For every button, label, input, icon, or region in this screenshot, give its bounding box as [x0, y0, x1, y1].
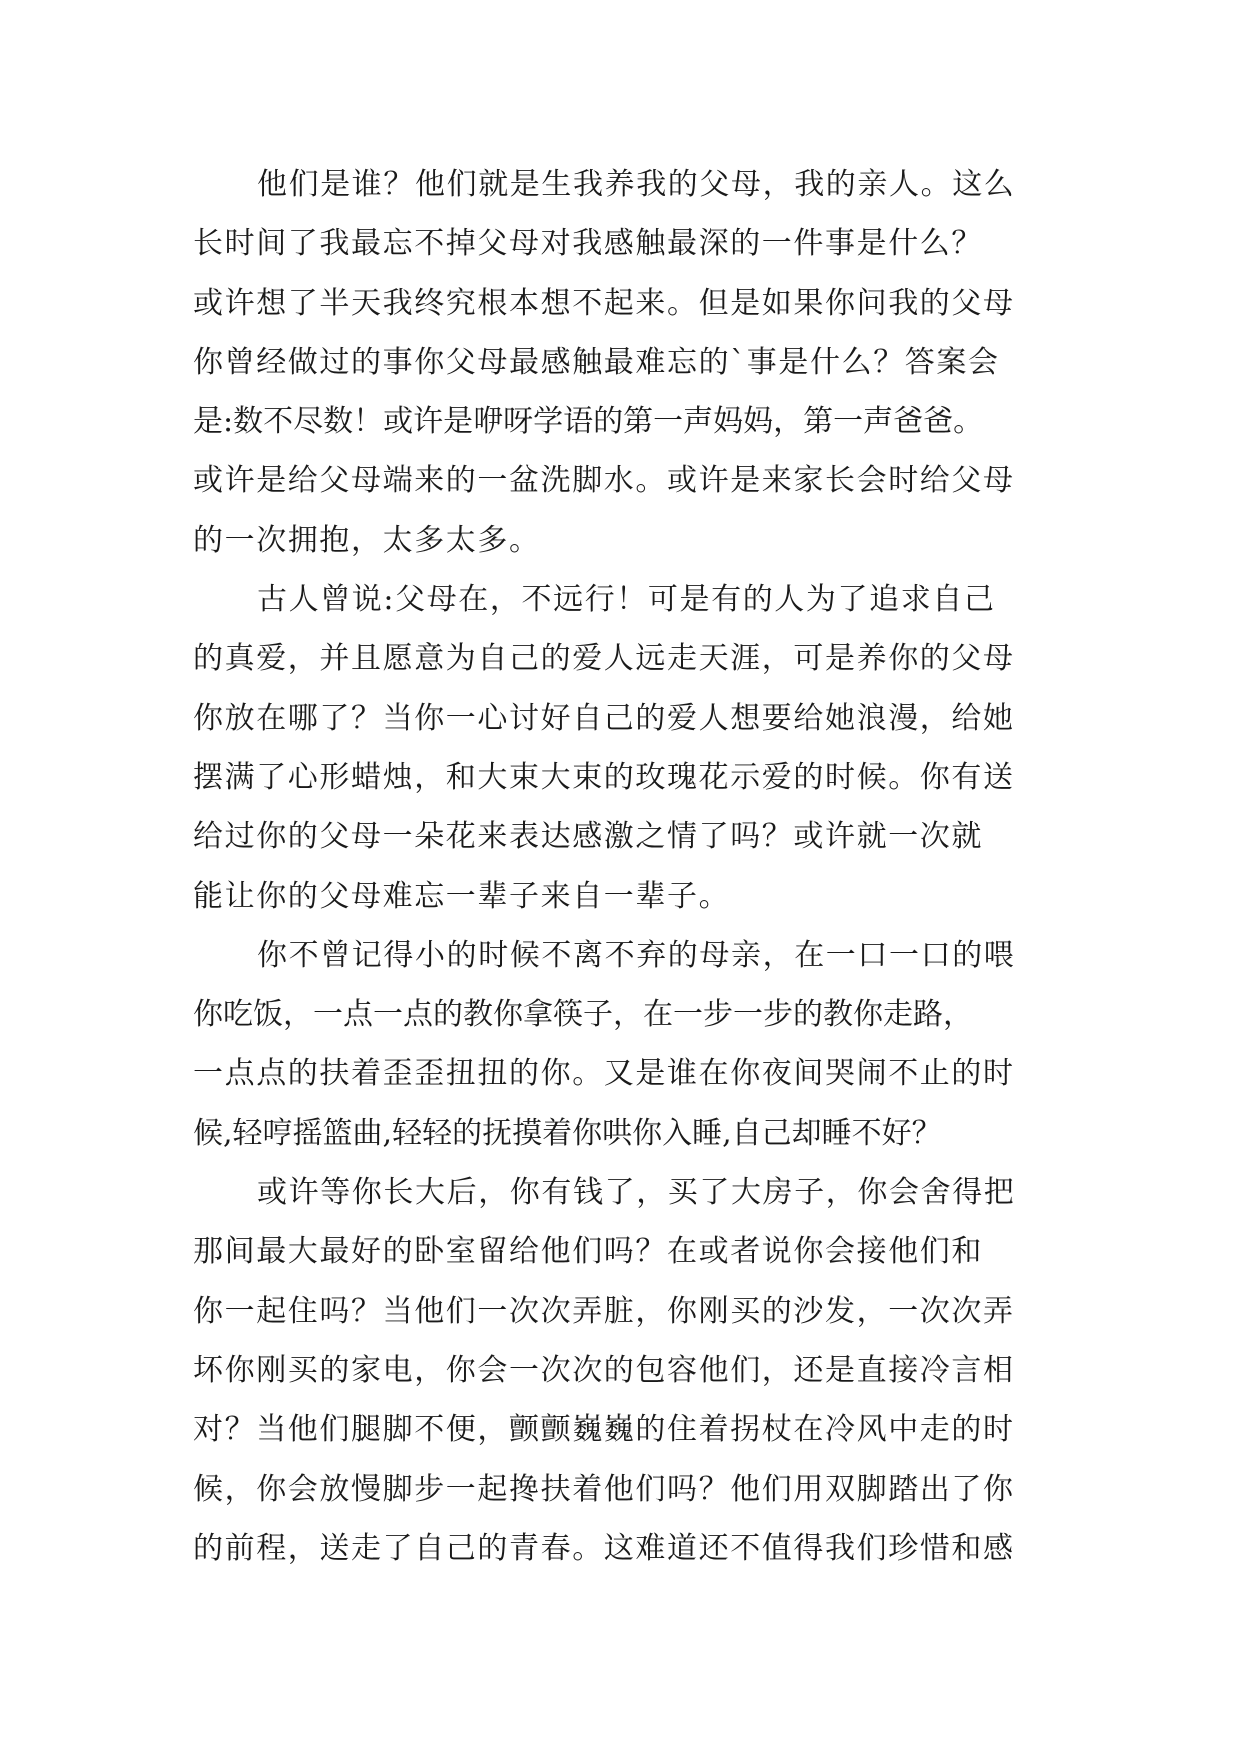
text-line: 或许是给父母端来的一盆洗脚水。或许是来家长会时给父母 — [193, 463, 1015, 499]
text-line: 你不曾记得小的时候不离不弃的母亲，在一口一口的喂 — [257, 937, 1016, 973]
text-line: 是:数不尽数！或许是咿呀学语的第一声妈妈，第一声爸爸。 — [193, 404, 984, 440]
text-line: 给过你的父母一朵花来表达感激之情了吗？或许就一次就 — [193, 819, 983, 855]
text-line: 你吃饭，一点一点的教你拿筷子，在一步一步的教你走路， — [193, 997, 973, 1033]
text-line: 一点点的扶着歪歪扭扭的你。又是谁在你夜间哭闹不止的时 — [193, 1056, 1015, 1092]
text-line: 对？当他们腿脚不便，颤颤巍巍的住着拐杖在冷风中走的时 — [193, 1412, 1015, 1448]
text-line: 候,轻哼摇篮曲,轻轻的抚摸着你哄你入睡,自己却睡不好？ — [193, 1115, 942, 1151]
text-line: 摆满了心形蜡烛，和大束大束的玫瑰花示爱的时候。你有送 — [193, 759, 1015, 795]
text-line: 那间最大最好的卧室留给他们吗？在或者说你会接他们和 — [193, 1234, 983, 1270]
text-line: 他们是谁？他们就是生我养我的父母，我的亲人。这么 — [257, 167, 1016, 202]
text-line: 或许等你长大后，你有钱了，买了大房子，你会舍得把 — [257, 1175, 1016, 1211]
text-line: 你放在哪了？当你一心讨好自己的爱人想要给她浪漫，给她 — [193, 700, 1015, 736]
text-line: 的真爱，并且愿意为自己的爱人远走天涯，可是养你的父母 — [193, 641, 1015, 677]
text-line: 你曾经做过的事你父母最感触最难忘的`事是什么？答案会 — [193, 344, 1000, 380]
text-line: 或许想了半天我终究根本想不起来。但是如果你问我的父母 — [193, 285, 1015, 321]
text-line: 的一次拥抱，太多太多。 — [193, 522, 541, 558]
text-line: 的前程，送走了自己的青春。这难道还不值得我们珍惜和感 — [193, 1530, 1015, 1566]
text-line: 长时间了我最忘不掉父母对我感触最深的一件事是什么？ — [193, 226, 983, 262]
text-line: 坏你刚买的家电，你会一次次的包容他们，还是直接冷言相 — [193, 1352, 1015, 1388]
text-line: 古人曾说:父母在，不远行！可是有的人为了追求自己 — [257, 582, 996, 618]
text-line: 候，你会放慢脚步一起搀扶着他们吗？他们用双脚踏出了你 — [193, 1471, 1015, 1507]
text-line: 能让你的父母难忘一辈子来自一辈子。 — [193, 878, 731, 914]
text-line: 你一起住吗？当他们一次次弄脏，你刚买的沙发，一次次弄 — [193, 1293, 1015, 1329]
body-text — [193, 155, 1053, 1578]
